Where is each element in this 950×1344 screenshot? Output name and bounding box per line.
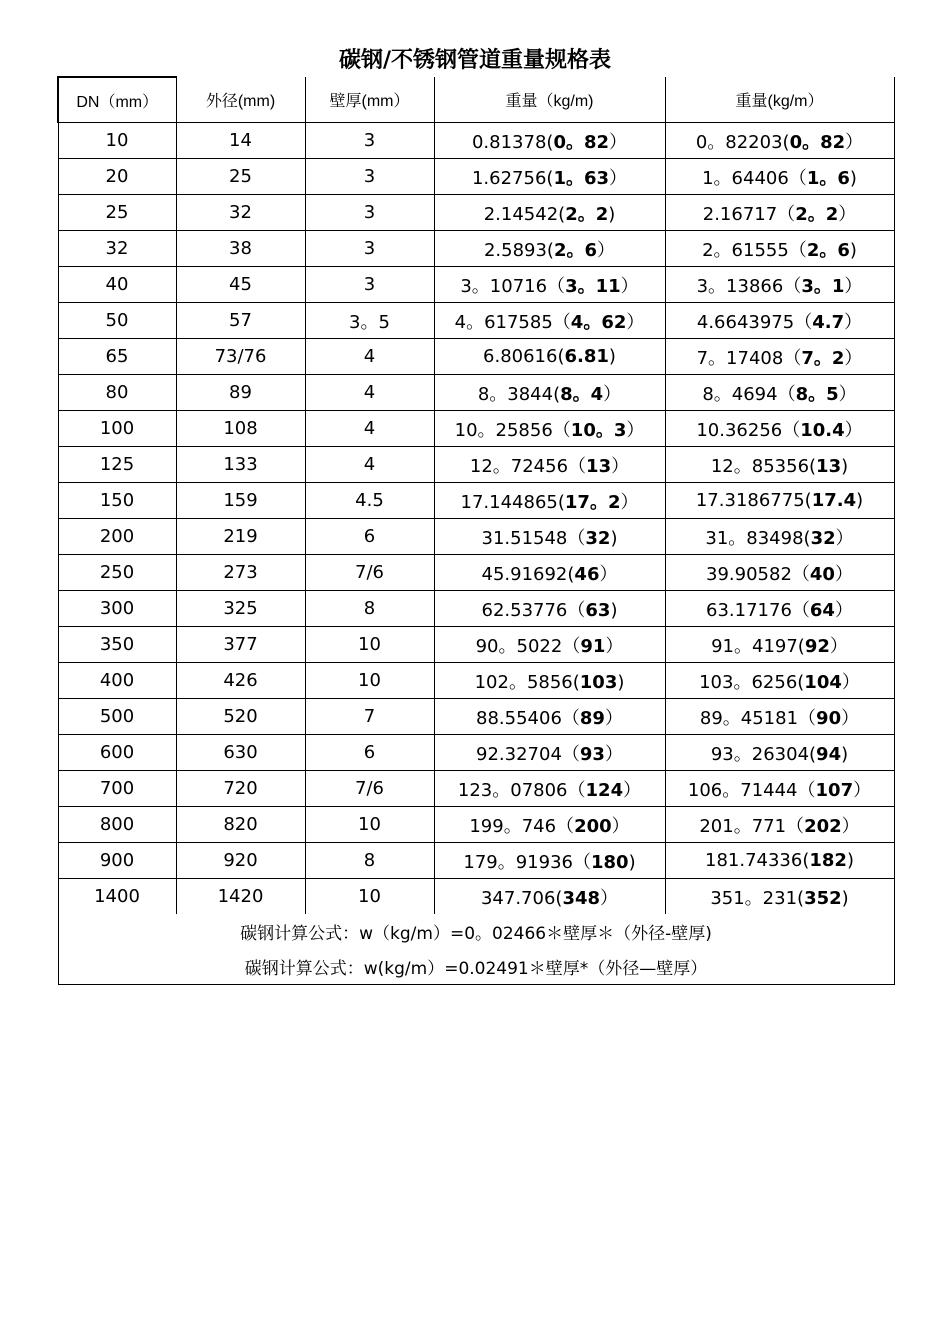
cell-dn: 20 (58, 159, 176, 195)
cell-dn: 10 (58, 123, 176, 159)
weight-close: ） (609, 131, 628, 153)
cell-weight-carbon (434, 267, 665, 303)
cell-weight-carbon (434, 555, 665, 591)
cell-wall-thickness: 3。5 (305, 303, 434, 339)
weight-close: ） (853, 779, 872, 801)
weight-exact: 8。4694（ (702, 383, 796, 405)
cell-dn: 40 (58, 267, 176, 303)
weight-rounded: 90 (816, 707, 842, 729)
weight-close: ） (599, 563, 618, 585)
weight-close: ） (611, 815, 630, 837)
weight-close: ） (834, 599, 853, 621)
page-title: 碳钢/不锈钢管道重量规格表 (338, 48, 612, 73)
weight-rounded: 104 (804, 671, 842, 693)
cell-weight-carbon (434, 159, 665, 195)
weight-close: ） (626, 311, 645, 333)
weight-rounded: 2。6 (806, 239, 850, 261)
formula-row (58, 949, 894, 985)
weight-exact: 17.144865( (460, 491, 565, 513)
weight-close: ) (849, 167, 857, 189)
cell-weight-stainless (665, 555, 894, 591)
weight-close: ） (844, 275, 863, 297)
cell-weight-stainless (665, 195, 894, 231)
table-row (58, 627, 894, 663)
weight-close: ） (620, 491, 639, 513)
weight-close: ） (835, 527, 854, 549)
cell-weight-stainless (665, 663, 894, 699)
weight-close: ） (605, 635, 624, 657)
cell-outer-diameter: 108 (176, 411, 305, 447)
weight-rounded: 32 (585, 527, 611, 549)
weight-exact: 1.62756( (471, 167, 554, 189)
weight-rounded: 89 (579, 707, 605, 729)
weight-exact: 106。71444（ (687, 779, 816, 801)
weight-rounded: 8。4 (560, 383, 604, 405)
cell-dn: 1400 (58, 879, 176, 915)
weight-exact: 12。85356( (710, 455, 817, 477)
weight-exact: 181.74336( (705, 850, 810, 871)
cell-dn: 65 (58, 339, 176, 375)
table-row (58, 123, 894, 159)
weight-rounded: 17。2 (564, 491, 621, 513)
cell-weight-carbon (434, 807, 665, 843)
cell-outer-diameter: 325 (176, 591, 305, 627)
cell-dn: 200 (58, 519, 176, 555)
cell-weight-stainless (665, 879, 894, 915)
cell-weight-stainless (665, 699, 894, 735)
weight-rounded: 182 (809, 850, 847, 871)
weight-exact: 93。26304( (710, 743, 817, 765)
weight-rounded: 2。2 (565, 203, 609, 225)
weight-exact: 2.5893( (483, 239, 554, 261)
weight-rounded: 94 (816, 743, 842, 765)
weight-close: ） (603, 383, 622, 405)
table-body (58, 123, 894, 985)
cell-weight-carbon (434, 663, 665, 699)
cell-weight-stainless (665, 267, 894, 303)
weight-exact: 92.32704（ (476, 743, 580, 765)
cell-outer-diameter: 57 (176, 303, 305, 339)
header-outer-diameter: 外径(mm) (176, 77, 305, 123)
cell-wall-thickness: 3 (305, 267, 434, 303)
pipe-weight-table (57, 76, 895, 985)
cell-dn: 400 (58, 663, 176, 699)
weight-exact: 123。07806（ (457, 779, 586, 801)
cell-weight-stainless (665, 159, 894, 195)
cell-outer-diameter: 920 (176, 843, 305, 879)
weight-close: ） (844, 419, 863, 441)
header-dn: DN（mm） (58, 77, 176, 123)
weight-rounded: 13 (586, 455, 612, 477)
table-row (58, 591, 894, 627)
cell-dn: 250 (58, 555, 176, 591)
weight-close: ) (841, 887, 849, 909)
weight-exact: 179。91936（ (463, 851, 591, 873)
cell-wall-thickness: 10 (305, 627, 434, 663)
weight-rounded: 124 (585, 779, 624, 801)
weight-rounded: 1。6 (806, 167, 850, 189)
cell-outer-diameter: 377 (176, 627, 305, 663)
weight-rounded: 107 (815, 779, 854, 801)
weight-close: ） (841, 707, 860, 729)
cell-weight-carbon (434, 879, 665, 915)
weight-rounded: 2。2 (795, 203, 839, 225)
weight-close: ) (856, 490, 864, 511)
weight-close: ） (838, 383, 857, 405)
cell-weight-stainless (665, 807, 894, 843)
weight-close: ) (608, 203, 616, 225)
cell-weight-carbon (434, 735, 665, 771)
weight-exact: 2.16717（ (702, 203, 796, 225)
weight-close: ） (611, 455, 630, 477)
weight-exact: 31.51548（ (481, 527, 586, 549)
weight-exact: 0.81378( (471, 131, 554, 153)
cell-outer-diameter: 14 (176, 123, 305, 159)
cell-weight-stainless (665, 123, 894, 159)
cell-outer-diameter: 426 (176, 663, 305, 699)
cell-weight-stainless (665, 591, 894, 627)
cell-weight-stainless (665, 483, 894, 519)
cell-dn: 800 (58, 807, 176, 843)
weight-close: ) (617, 671, 625, 693)
weight-close: ） (623, 779, 642, 801)
weight-rounded: 200 (574, 815, 612, 837)
cell-wall-thickness: 4 (305, 411, 434, 447)
cell-outer-diameter: 32 (176, 195, 305, 231)
weight-rounded: 3。11 (565, 275, 621, 297)
weight-close: ） (845, 131, 864, 153)
weight-exact: 88.55406（ (476, 707, 580, 729)
cell-outer-diameter: 219 (176, 519, 305, 555)
weight-rounded: 92 (804, 635, 830, 657)
table-row (58, 159, 894, 195)
weight-rounded: 0。82 (789, 131, 846, 153)
cell-dn: 32 (58, 231, 176, 267)
weight-close: ) (610, 599, 618, 621)
weight-exact: 8。3844( (477, 383, 561, 405)
weight-rounded: 13 (816, 455, 842, 477)
cell-wall-thickness: 7 (305, 699, 434, 735)
cell-wall-thickness: 4 (305, 375, 434, 411)
weight-rounded: 7。2 (801, 347, 845, 369)
weight-exact: 4。617585（ (454, 311, 571, 333)
table-row (58, 231, 894, 267)
weight-close: ） (844, 311, 863, 333)
cell-weight-stainless (665, 843, 894, 879)
weight-close: ) (608, 346, 616, 367)
weight-close: ） (600, 887, 619, 909)
table-row (58, 303, 894, 339)
table-row (58, 195, 894, 231)
cell-dn: 25 (58, 195, 176, 231)
cell-dn: 350 (58, 627, 176, 663)
cell-dn: 50 (58, 303, 176, 339)
table-row (58, 519, 894, 555)
weight-exact: 3。13866（ (696, 275, 802, 297)
weight-close: ） (841, 671, 860, 693)
cell-weight-stainless (665, 519, 894, 555)
cell-weight-stainless (665, 339, 894, 375)
cell-outer-diameter: 45 (176, 267, 305, 303)
table-row (58, 735, 894, 771)
table-header-row (58, 77, 894, 123)
cell-weight-stainless (665, 447, 894, 483)
cell-outer-diameter: 720 (176, 771, 305, 807)
weight-rounded: 10.4 (800, 419, 845, 441)
weight-close: ) (841, 743, 849, 765)
cell-dn: 80 (58, 375, 176, 411)
weight-exact: 17.3186775( (695, 490, 812, 511)
weight-close: ） (838, 203, 857, 225)
cell-outer-diameter: 25 (176, 159, 305, 195)
weight-rounded: 10。3 (570, 419, 627, 441)
weight-rounded: 4。62 (570, 311, 627, 333)
cell-weight-carbon (434, 303, 665, 339)
weight-rounded: 0。82 (553, 131, 610, 153)
weight-exact: 199。746（ (469, 815, 575, 837)
cell-wall-thickness: 3 (305, 231, 434, 267)
weight-exact: 3。10716（ (460, 275, 566, 297)
table-row (58, 843, 894, 879)
weight-exact: 39.90582（ (706, 563, 810, 585)
cell-weight-carbon (434, 195, 665, 231)
cell-weight-carbon (434, 339, 665, 375)
table-row (58, 447, 894, 483)
weight-rounded: 348 (562, 887, 601, 909)
cell-wall-thickness: 4 (305, 339, 434, 375)
cell-wall-thickness: 7/6 (305, 555, 434, 591)
weight-exact: 89。45181（ (699, 707, 817, 729)
weight-exact: 351。231( (710, 887, 805, 909)
cell-dn: 100 (58, 411, 176, 447)
cell-weight-stainless (665, 627, 894, 663)
table-row (58, 699, 894, 735)
cell-wall-thickness: 8 (305, 591, 434, 627)
cell-dn: 125 (58, 447, 176, 483)
cell-outer-diameter: 159 (176, 483, 305, 519)
table-row (58, 771, 894, 807)
weight-close: ） (834, 563, 853, 585)
weight-close: ) (846, 850, 854, 871)
cell-wall-thickness: 8 (305, 843, 434, 879)
cell-wall-thickness: 4 (305, 447, 434, 483)
formula-row (58, 914, 894, 949)
cell-wall-thickness: 7/6 (305, 771, 434, 807)
cell-weight-carbon (434, 411, 665, 447)
cell-outer-diameter: 273 (176, 555, 305, 591)
header-weight-carbon: 重量（kg/m) (434, 77, 665, 123)
weight-rounded: 64 (809, 599, 835, 621)
weight-rounded: 2。6 (553, 239, 598, 261)
weight-close: ） (626, 419, 645, 441)
cell-outer-diameter: 73/76 (176, 339, 305, 375)
cell-wall-thickness: 10 (305, 663, 434, 699)
weight-rounded: 352 (804, 887, 842, 909)
weight-exact: 0。82203( (695, 131, 790, 153)
weight-exact: 91。4197( (711, 635, 805, 657)
weight-rounded: 1。63 (553, 167, 610, 189)
cell-dn: 700 (58, 771, 176, 807)
cell-wall-thickness: 3 (305, 123, 434, 159)
weight-exact: 10.36256（ (696, 419, 801, 441)
cell-dn: 600 (58, 735, 176, 771)
cell-outer-diameter: 89 (176, 375, 305, 411)
table-row (58, 879, 894, 915)
weight-exact: 1。64406（ (702, 167, 807, 189)
weight-close: ） (841, 815, 860, 837)
table-row (58, 339, 894, 375)
weight-exact: 90。5022（ (475, 635, 581, 657)
cell-weight-carbon (434, 699, 665, 735)
weight-rounded: 17.4 (811, 490, 857, 511)
header-wall-thickness: 壁厚(mm） (305, 77, 434, 123)
weight-exact: 2.14542( (483, 203, 566, 225)
weight-exact: 7。17408（ (696, 347, 802, 369)
weight-exact: 63.17176（ (706, 599, 810, 621)
cell-outer-diameter: 820 (176, 807, 305, 843)
weight-rounded: 202 (804, 815, 842, 837)
weight-exact: 201。771（ (699, 815, 805, 837)
weight-exact: 31。83498( (705, 527, 811, 549)
table-row (58, 663, 894, 699)
cell-dn: 900 (58, 843, 176, 879)
cell-wall-thickness: 4.5 (305, 483, 434, 519)
cell-wall-thickness: 10 (305, 879, 434, 915)
weight-close: ) (610, 527, 618, 549)
cell-weight-carbon (434, 231, 665, 267)
weight-rounded: 91 (580, 635, 606, 657)
formula-text: 碳钢计算公式：w（kg/m）=0。02466＊壁厚＊（外径-壁厚) (58, 914, 894, 949)
weight-rounded: 3。1 (801, 275, 845, 297)
table-row (58, 483, 894, 519)
cell-weight-carbon (434, 123, 665, 159)
cell-outer-diameter: 630 (176, 735, 305, 771)
weight-exact: 62.53776（ (481, 599, 586, 621)
cell-outer-diameter: 520 (176, 699, 305, 735)
weight-rounded: 93 (579, 743, 605, 765)
weight-exact: 103。6256( (699, 671, 805, 693)
weight-exact: 45.91692( (481, 563, 575, 585)
weight-exact: 4.6643975（ (696, 311, 813, 333)
cell-weight-carbon (434, 591, 665, 627)
weight-close: ） (829, 635, 848, 657)
cell-weight-stainless (665, 375, 894, 411)
weight-rounded: 180 (591, 851, 629, 873)
cell-weight-carbon (434, 375, 665, 411)
weight-close: ） (844, 347, 863, 369)
weight-rounded: 8。5 (795, 383, 839, 405)
weight-close: ) (849, 239, 857, 261)
weight-close: ） (597, 239, 616, 261)
weight-exact: 347.706( (480, 887, 563, 909)
weight-close: ） (609, 167, 628, 189)
cell-wall-thickness: 3 (305, 159, 434, 195)
cell-weight-stainless (665, 771, 894, 807)
cell-weight-stainless (665, 231, 894, 267)
cell-weight-carbon (434, 447, 665, 483)
weight-close: ） (620, 275, 639, 297)
cell-weight-carbon (434, 627, 665, 663)
cell-wall-thickness: 3 (305, 195, 434, 231)
cell-wall-thickness: 6 (305, 519, 434, 555)
weight-rounded: 40 (809, 563, 835, 585)
weight-rounded: 103 (579, 671, 618, 693)
cell-weight-carbon (434, 483, 665, 519)
weight-rounded: 63 (585, 599, 611, 621)
weight-rounded: 46 (574, 563, 600, 585)
table-row (58, 375, 894, 411)
header-weight-stainless: 重量(kg/m） (665, 77, 894, 123)
table-row (58, 555, 894, 591)
weight-rounded: 6.81 (564, 346, 609, 367)
cell-dn: 300 (58, 591, 176, 627)
weight-close: ) (628, 851, 636, 873)
weight-exact: 102。5856( (474, 671, 580, 693)
cell-outer-diameter: 1420 (176, 879, 305, 915)
weight-close: ） (604, 707, 623, 729)
cell-weight-stainless (665, 303, 894, 339)
cell-weight-carbon (434, 771, 665, 807)
cell-dn: 150 (58, 483, 176, 519)
cell-wall-thickness: 6 (305, 735, 434, 771)
weight-exact: 6.80616( (483, 346, 565, 367)
cell-outer-diameter: 38 (176, 231, 305, 267)
cell-weight-stainless (665, 411, 894, 447)
table-row (58, 267, 894, 303)
weight-rounded: 32 (810, 527, 836, 549)
weight-exact: 2。61555（ (702, 239, 807, 261)
table-row (58, 807, 894, 843)
table-row (58, 411, 894, 447)
cell-weight-stainless (665, 735, 894, 771)
cell-weight-carbon (434, 519, 665, 555)
cell-dn: 500 (58, 699, 176, 735)
formula-text: 碳钢计算公式：w(kg/m）=0.02491＊壁厚*（外径—壁厚） (58, 949, 894, 985)
cell-outer-diameter: 133 (176, 447, 305, 483)
weight-close: ) (841, 455, 849, 477)
weight-exact: 10。25856（ (454, 419, 571, 441)
weight-exact: 12。72456（ (469, 455, 587, 477)
weight-close: ） (604, 743, 623, 765)
cell-weight-carbon (434, 843, 665, 879)
weight-rounded: 4.7 (812, 311, 845, 333)
cell-wall-thickness: 10 (305, 807, 434, 843)
